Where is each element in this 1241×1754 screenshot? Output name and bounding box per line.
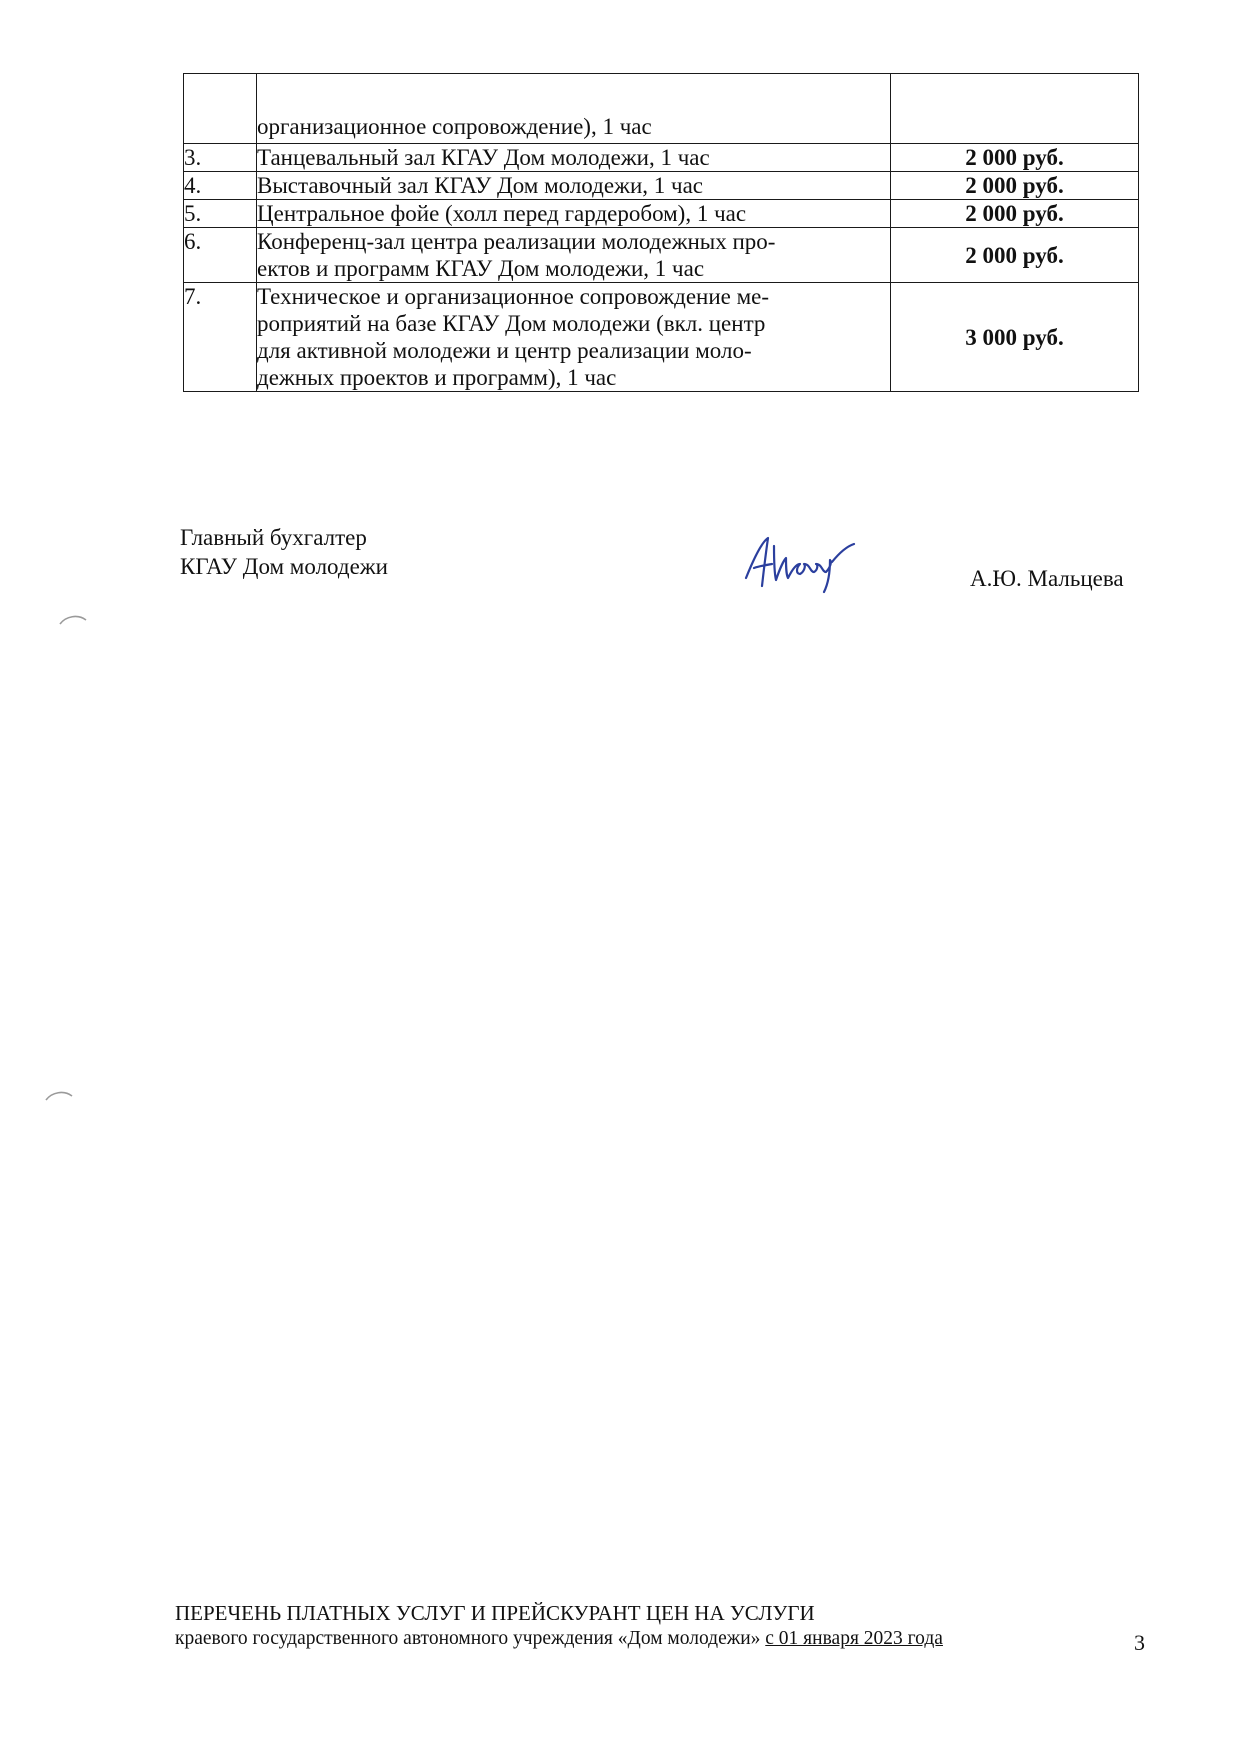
table-row xyxy=(184,283,1139,392)
footer-title: ПЕРЕЧЕНЬ ПЛАТНЫХ УСЛУГ И ПРЕЙСКУРАНТ ЦЕН НА УСЛУГИ xyxy=(175,1601,815,1625)
price-table-body xyxy=(184,74,1139,392)
row-number: 3. xyxy=(184,144,257,172)
row-number: 6. xyxy=(184,228,257,283)
row-number: 7. xyxy=(184,283,257,392)
table-row xyxy=(184,74,1139,144)
service-name xyxy=(257,283,891,392)
signer-position-line: КГАУ Дом молодежи xyxy=(180,554,388,579)
signer-name: А.Ю. Мальцева xyxy=(970,566,1124,591)
service-name-line: Конференц-зал центра реализации молодежных про- xyxy=(257,229,776,254)
service-price: 2 000 руб. xyxy=(891,228,1139,283)
service-price: 3 000 руб. xyxy=(891,283,1139,392)
service-name-line: Танцевальный зал КГАУ Дом молодежи, 1 час xyxy=(257,145,710,170)
handwritten-signature xyxy=(740,528,860,600)
service-name-line: Центральное фойе (холл перед гардеробом), 1 час xyxy=(257,201,747,226)
service-name xyxy=(257,172,891,200)
service-price: 2 000 руб. xyxy=(891,172,1139,200)
document-footer xyxy=(175,1600,943,1652)
service-name-line: дежных проектов и программ), 1 час xyxy=(257,365,617,390)
service-name xyxy=(257,228,891,283)
service-name-line: Техническое и организационное сопровождение ме- xyxy=(257,284,770,309)
signer-position xyxy=(180,523,388,581)
service-name-line: роприятий на базе КГАУ Дом молодежи (вкл. центр xyxy=(257,311,766,336)
service-price: 2 000 руб. xyxy=(891,144,1139,172)
service-price xyxy=(891,74,1139,144)
service-price: 2 000 руб. xyxy=(891,200,1139,228)
page-number: 3 xyxy=(1134,1630,1145,1655)
service-name xyxy=(257,200,891,228)
footer-date: с 01 января 2023 года xyxy=(765,1628,943,1649)
table-row xyxy=(184,200,1139,228)
punch-hole-mark xyxy=(58,614,88,626)
service-name-line: ектов и программ КГАУ Дом молодежи, 1 час xyxy=(257,256,705,281)
service-name xyxy=(257,74,891,144)
table-row xyxy=(184,172,1139,200)
price-table xyxy=(183,73,1139,392)
footer-institution: краевого государственного автономного учреждения «Дом молодежи» xyxy=(175,1628,761,1649)
row-number: 5. xyxy=(184,200,257,228)
row-number: 4. xyxy=(184,172,257,200)
punch-hole-mark xyxy=(44,1090,74,1102)
service-name-line: для активной молодежи и центр реализации моло- xyxy=(257,338,752,363)
footer-subtitle xyxy=(175,1626,943,1652)
service-name xyxy=(257,144,891,172)
service-name-line: Выставочный зал КГАУ Дом молодежи, 1 час xyxy=(257,173,703,198)
row-number xyxy=(184,74,257,144)
signer-position-line: Главный бухгалтер xyxy=(180,525,367,550)
service-name-line: организационное сопровождение), 1 час xyxy=(257,114,652,139)
table-row xyxy=(184,228,1139,283)
table-row xyxy=(184,144,1139,172)
